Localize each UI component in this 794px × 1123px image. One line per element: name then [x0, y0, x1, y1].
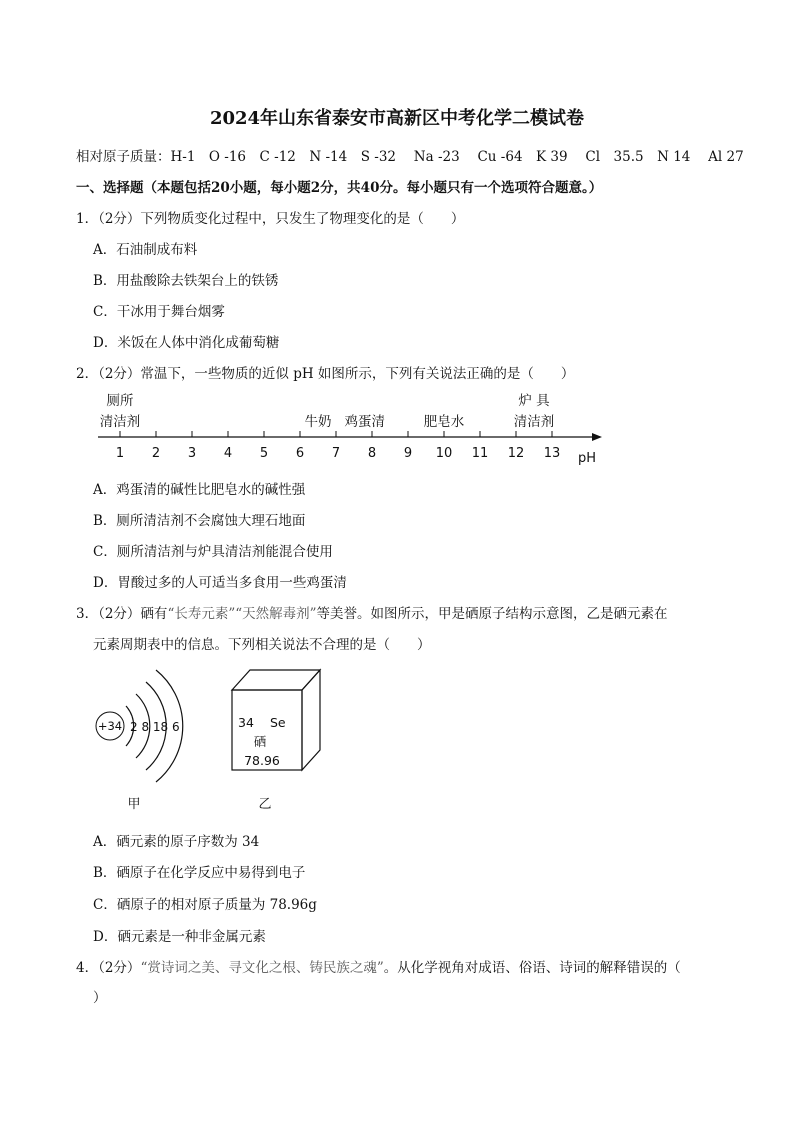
- q4-stem-start: 4．（2分）: [76, 960, 141, 976]
- ph-substance-label: 鸡蛋清: [344, 414, 386, 430]
- ph-axis-arrow: [592, 433, 602, 441]
- ph-tick-label: 6: [295, 446, 305, 461]
- page-title: 2024年山东省泰安市高新区中考化学二模试卷: [209, 108, 585, 129]
- ph-tick-label: 13: [543, 446, 561, 461]
- q1-option-a[interactable]: A．石油制成布料: [93, 242, 198, 258]
- q3-stem: [76, 602, 668, 622]
- q3-stem-end: 等美誉。如图所示，甲是硒原子结构示意图，乙是硒元素在: [316, 606, 668, 622]
- cell-side-face: [302, 670, 320, 770]
- q1-option-c[interactable]: C．干冰用于舞台烟雾: [93, 304, 225, 320]
- q2-option-c[interactable]: C．厕所清洁剂与炉具清洁剂能混合使用: [93, 544, 333, 560]
- q3-option-c[interactable]: C．硒原子的相对原子质量为 78.96g: [93, 897, 317, 913]
- selenium-atom-diagram: [90, 660, 200, 820]
- q3-option-b[interactable]: B．硒原子在化学反应中易得到电子: [93, 865, 306, 881]
- ph-tick-label: 1: [115, 446, 125, 461]
- ph-tick-label: 9: [403, 446, 413, 461]
- ph-substance-label: 清洁剂: [99, 414, 141, 430]
- ph-tick-label: 11: [471, 446, 489, 461]
- ph-tick-label: 2: [151, 446, 161, 461]
- q4-stem: [76, 956, 681, 976]
- q3-option-d[interactable]: D．硒元素是一种非金属元素: [93, 929, 266, 945]
- element-symbol: Se: [270, 715, 286, 730]
- q2-option-d[interactable]: D．胃酸过多的人可适当多食用一些鸡蛋清: [93, 575, 347, 591]
- q3-stem-quote: “长寿元素”“天然解毒剂”: [167, 606, 317, 622]
- ph-substance-label: 厕所: [106, 393, 134, 409]
- q3-stem-start: 3．（2分）硒有: [76, 606, 168, 622]
- ph-tick-label: 8: [367, 446, 377, 461]
- atomic-masses: 相对原子质量：H-1 O -16 C -12 N -14 S -32 Na -23 Cu -64 K 39 Cl 35.5 N 14 Al 27: [76, 149, 744, 165]
- ph-substance-label: 炉 具: [518, 393, 550, 409]
- ph-substance-label: 肥皂水: [423, 414, 465, 430]
- element-caption: 乙: [258, 797, 272, 812]
- section-heading: 一、选择题（本题包括20小题，每小题2分，共40分。每小题只有一个选项符合题意。）: [76, 180, 603, 196]
- q3-stem-line2: 元素周期表中的信息。下列相关说法不合理的是（ ）: [93, 637, 431, 653]
- q4-stem-quote: “赏诗词之美、寻文化之根、铸民族之魂”: [140, 960, 384, 976]
- nucleus-charge: +34: [97, 719, 123, 733]
- ph-tick-label: 7: [331, 446, 341, 461]
- q1-option-b[interactable]: B．用盐酸除去铁架台上的铁锈: [93, 273, 279, 289]
- element-number: 34: [238, 715, 254, 730]
- cell-top-face: [232, 670, 320, 690]
- ph-tick-label: 10: [435, 446, 453, 461]
- q2-option-b[interactable]: B．厕所清洁剂不会腐蚀大理石地面: [93, 513, 306, 529]
- element-mass: 78.96: [244, 753, 280, 768]
- electron-counts: 2 8 18 6: [130, 720, 180, 734]
- atom-caption: 甲: [127, 797, 141, 812]
- q2-option-a[interactable]: A．鸡蛋清的碱性比肥皂水的碱性强: [93, 482, 306, 498]
- q4-stem-end: 。从化学视角对成语、俗语、诗词的解释错误的（: [383, 960, 681, 976]
- ph-tick-label: 12: [507, 446, 525, 461]
- ph-tick-label: 3: [187, 446, 197, 461]
- q1-stem: 1．（2分）下列物质变化过程中，只发生了物理变化的是（ ）: [76, 211, 465, 227]
- ph-substance-label: 牛奶: [304, 414, 332, 430]
- ph-tick-label: 4: [223, 446, 233, 461]
- ph-tick-label: 5: [259, 446, 269, 461]
- q1-option-d[interactable]: D．米饭在人体中消化成葡萄糖: [93, 335, 280, 351]
- ph-unit: pH: [578, 451, 597, 466]
- q2-stem: 2．（2分）常温下，一些物质的近似 pH 如图所示，下列有关说法正确的是（ ）: [76, 366, 575, 382]
- q3-option-a[interactable]: A．硒元素的原子序数为 34: [93, 834, 260, 850]
- ph-substance-label: 清洁剂: [513, 414, 555, 430]
- element-name: 硒: [253, 734, 267, 749]
- ph-scale-diagram: [90, 388, 620, 470]
- selenium-element-cell: [222, 660, 332, 820]
- q4-stem-line2: ）: [93, 990, 107, 1006]
